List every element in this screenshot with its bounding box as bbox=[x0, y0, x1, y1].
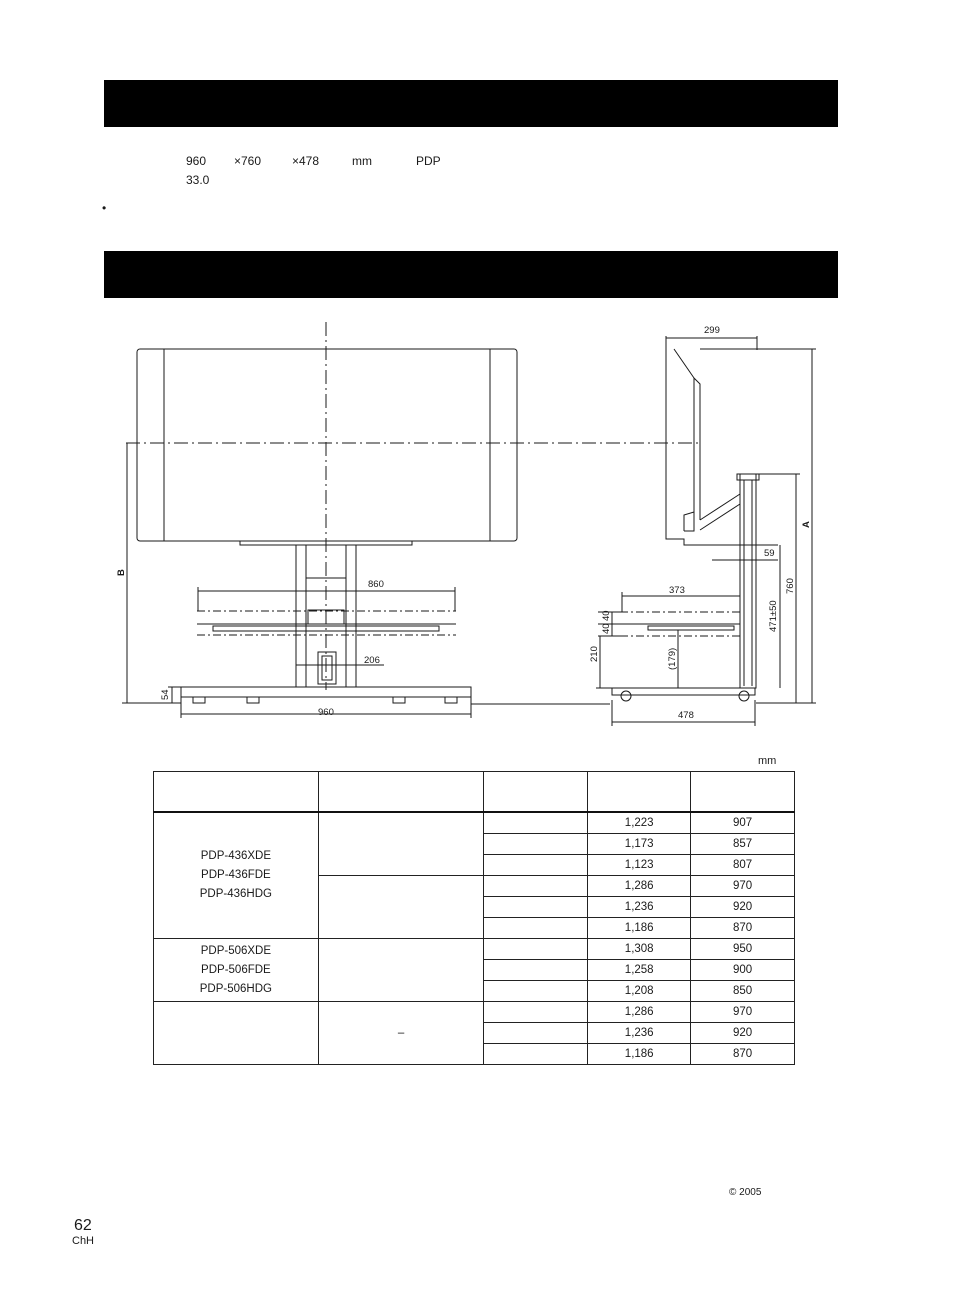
value-a: 1,223 bbox=[588, 812, 691, 834]
value-a: 1,186 bbox=[588, 918, 691, 939]
value-b: 850 bbox=[691, 981, 795, 1002]
model-cell: PDP-436XDE PDP-436FDE PDP-436HDG bbox=[154, 812, 319, 939]
spec-table bbox=[153, 771, 795, 1065]
dim-label-a: A bbox=[801, 521, 812, 528]
dim-label-b: B bbox=[116, 569, 127, 576]
dim-478: 478 bbox=[678, 710, 694, 721]
dim-860: 860 bbox=[368, 579, 384, 590]
model-cell bbox=[154, 1002, 319, 1065]
language-code: ChH bbox=[72, 1235, 95, 1247]
header-cell bbox=[484, 772, 588, 813]
value-a: 1,286 bbox=[588, 1002, 691, 1023]
table-row bbox=[154, 812, 795, 834]
value-a: 1,286 bbox=[588, 876, 691, 897]
value-b: 870 bbox=[691, 918, 795, 939]
dim-471: 471±50 bbox=[768, 600, 779, 632]
config-cell bbox=[318, 812, 484, 876]
dim-206: 206 bbox=[364, 655, 380, 666]
header-cell bbox=[154, 772, 319, 813]
dim-210: 210 bbox=[589, 646, 600, 662]
dim-179: (179) bbox=[667, 647, 678, 670]
value-a: 1,236 bbox=[588, 897, 691, 918]
dim-299: 299 bbox=[704, 325, 720, 336]
config-cell bbox=[318, 876, 484, 939]
dim-height: ×760 bbox=[234, 154, 262, 168]
dim-40-top: 40 bbox=[601, 610, 612, 621]
table-row bbox=[154, 1002, 795, 1023]
dim-59: 59 bbox=[764, 548, 775, 559]
config-cell bbox=[318, 939, 484, 1002]
value-a: 1,186 bbox=[588, 1044, 691, 1065]
value-b: 900 bbox=[691, 960, 795, 981]
value-a: 1,258 bbox=[588, 960, 691, 981]
page-number: 62 bbox=[74, 1217, 92, 1234]
weight-value: 33.0 bbox=[186, 173, 210, 187]
value-b: 920 bbox=[691, 1023, 795, 1044]
table-row bbox=[154, 939, 795, 960]
value-a: 1,236 bbox=[588, 1023, 691, 1044]
value-a: 1,123 bbox=[588, 855, 691, 876]
dim-760-side: 760 bbox=[785, 578, 796, 594]
dim-pdp: PDP bbox=[416, 154, 441, 168]
value-a: 1,308 bbox=[588, 939, 691, 960]
header-cell bbox=[318, 772, 484, 813]
copyright: © 2005 bbox=[729, 1187, 762, 1198]
bullet: • bbox=[102, 201, 107, 215]
dim-54: 54 bbox=[160, 689, 171, 700]
table-header-row bbox=[154, 772, 795, 813]
value-b: 857 bbox=[691, 834, 795, 855]
dim-40-bottom: 40 bbox=[601, 623, 612, 634]
value-b: 970 bbox=[691, 876, 795, 897]
dim-depth: ×478 bbox=[292, 154, 320, 168]
dim-373: 373 bbox=[669, 585, 685, 596]
config-cell: – bbox=[318, 1002, 484, 1065]
header-cell bbox=[691, 772, 795, 813]
value-b: 950 bbox=[691, 939, 795, 960]
dim-unit: mm bbox=[352, 154, 372, 168]
value-b: 920 bbox=[691, 897, 795, 918]
value-b: 807 bbox=[691, 855, 795, 876]
value-a: 1,173 bbox=[588, 834, 691, 855]
dim-width: 960 bbox=[186, 154, 207, 168]
dim-960-front: 960 bbox=[318, 707, 334, 718]
header-cell bbox=[588, 772, 691, 813]
unit-label: mm bbox=[758, 755, 777, 767]
value-b: 870 bbox=[691, 1044, 795, 1065]
value-b: 970 bbox=[691, 1002, 795, 1023]
model-cell: PDP-506XDE PDP-506FDE PDP-506HDG bbox=[154, 939, 319, 1002]
value-b: 907 bbox=[691, 812, 795, 834]
value-a: 1,208 bbox=[588, 981, 691, 1002]
